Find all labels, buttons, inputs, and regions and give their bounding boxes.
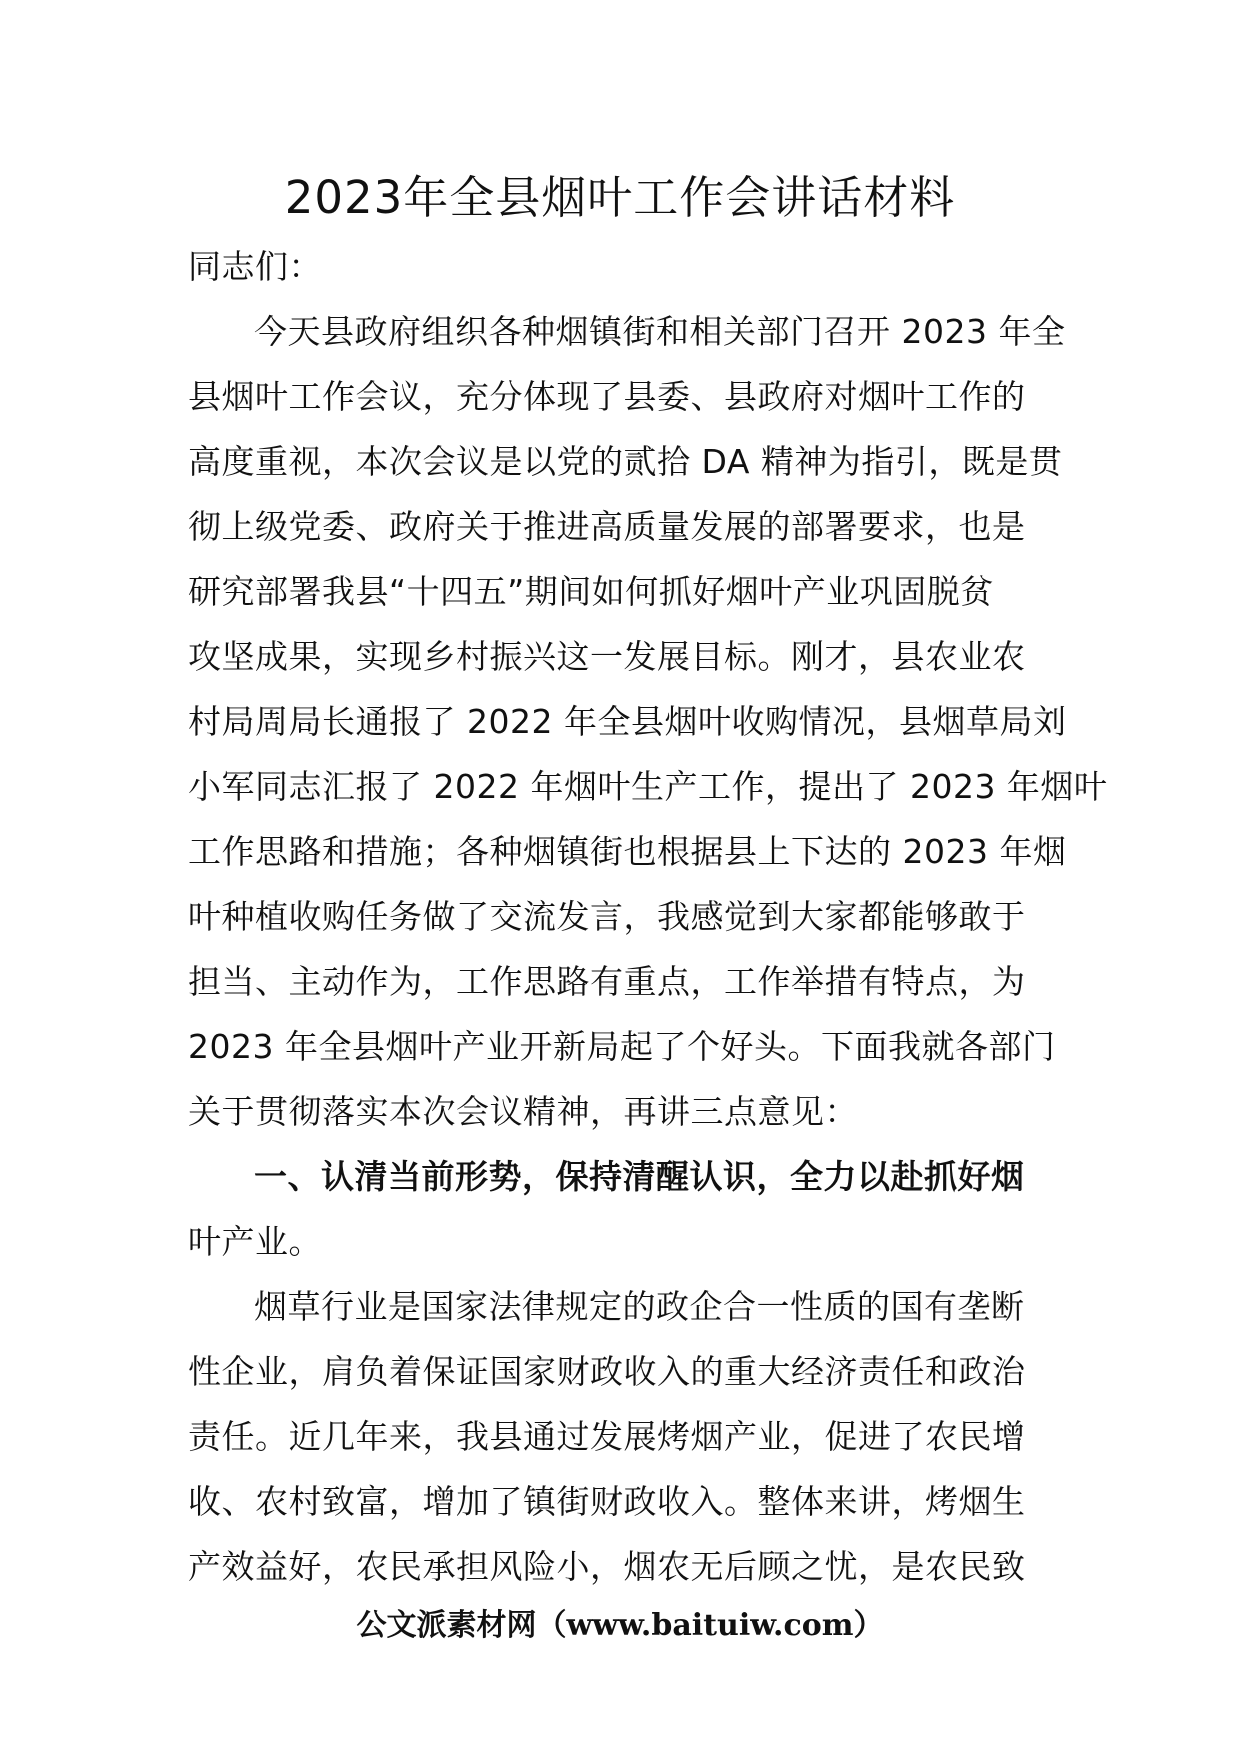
paragraph-line: 研究部署我县“十四五”期间如何抓好烟叶产业巩固脱贫: [188, 572, 994, 611]
paragraph-line: 小军同志汇报了 2022 年烟叶生产工作，提出了 2023 年烟叶: [188, 767, 1108, 806]
paragraph-line: 彻上级党委、政府关于推进高质量发展的部署要求，也是: [188, 507, 1026, 546]
paragraph-line: 县烟叶工作会议，充分体现了县委、县政府对烟叶工作的: [188, 377, 1026, 416]
section-heading-line: 一、认清当前形势，保持清醒认识，全力以赴抓好烟: [254, 1157, 1025, 1196]
paragraph-line: 叶种植收购任务做了交流发言，我感觉到大家都能够敢于: [188, 897, 1026, 936]
paragraph-line: 村局周局长通报了 2022 年全县烟叶收购情况，县烟草局刘: [188, 702, 1067, 741]
salutation-line: 同志们：: [188, 247, 322, 286]
footer-watermark: 公文派素材网（www.baituiw.com）: [356, 1608, 884, 1643]
paragraph-line: 性企业，肩负着保证国家财政收入的重大经济责任和政治: [188, 1352, 1026, 1391]
paragraph-line: 2023 年全县烟叶产业开新局起了个好头。下面我就各部门: [188, 1027, 1056, 1066]
paragraph-line: 责任。近几年来，我县通过发展烤烟产业，促进了农民增: [188, 1417, 1026, 1456]
document-title: 2023年全县烟叶工作会讲话材料: [284, 171, 956, 224]
paragraph-line: 烟草行业是国家法律规定的政企合一性质的国有垄断: [254, 1287, 1025, 1326]
section-heading-line: 叶产业。: [188, 1222, 322, 1261]
paragraph-line: 今天县政府组织各种烟镇街和相关部门召开 2023 年全: [254, 312, 1066, 351]
paragraph-line: 关于贯彻落实本次会议精神，再讲三点意见：: [188, 1092, 858, 1131]
paragraph-line: 担当、主动作为，工作思路有重点，工作举措有特点，为: [188, 962, 1026, 1001]
paragraph-line: 攻坚成果，实现乡村振兴这一发展目标。刚才，县农业农: [188, 637, 1026, 676]
paragraph-line: 工作思路和措施；各种烟镇街也根据县上下达的 2023 年烟: [188, 832, 1067, 871]
paragraph-line: 高度重视，本次会议是以党的贰拾 DA 精神为指引，既是贯: [188, 442, 1063, 481]
document-body: [188, 234, 1108, 1599]
paragraph-line: 收、农村致富，增加了镇街财政收入。整体来讲，烤烟生: [188, 1482, 1026, 1521]
paragraph-line: 产效益好，农民承担风险小，烟农无后顾之忧，是农民致: [188, 1547, 1026, 1586]
